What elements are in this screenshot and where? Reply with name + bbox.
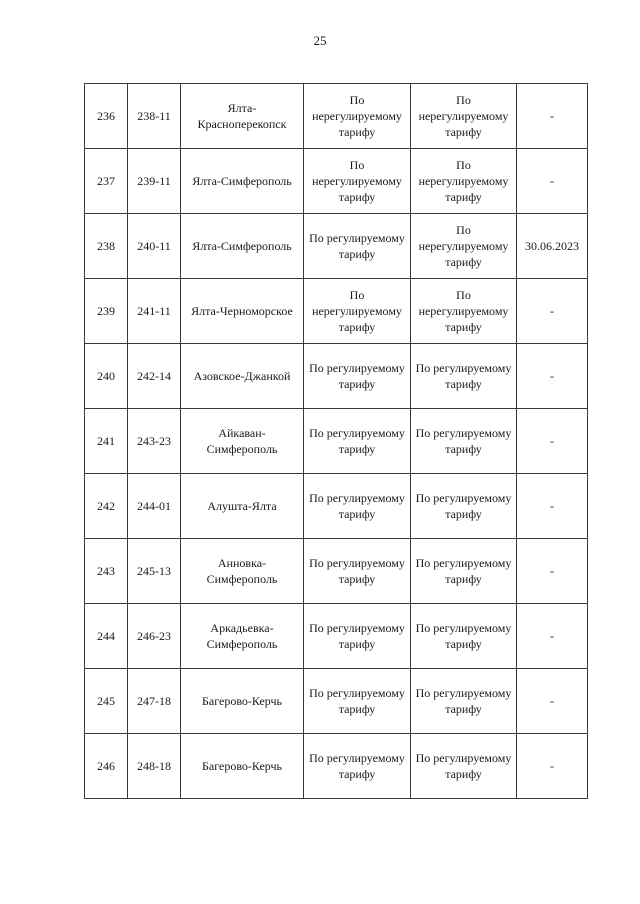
table-row xyxy=(85,214,588,279)
end-date-text: - xyxy=(550,174,554,188)
row-number-cell xyxy=(85,344,128,409)
tariff-type-cell xyxy=(304,734,411,799)
tariff-type-cell xyxy=(304,84,411,149)
end-date-text: - xyxy=(550,369,554,383)
row-number-cell xyxy=(85,84,128,149)
route-code-cell xyxy=(128,409,181,474)
row-number-text: 238 xyxy=(97,239,115,253)
tariff-type-cell xyxy=(304,604,411,669)
row-number-text: 236 xyxy=(97,109,115,123)
tariff-type-alt-text: По регулируемому тарифу xyxy=(415,491,512,521)
route-name-text: Ялта-Черноморское xyxy=(191,304,293,318)
route-name-text: Багерово-Керчь xyxy=(202,694,282,708)
tariff-type-alt-text: По нерегулируемому тарифу xyxy=(418,288,509,334)
end-date-cell xyxy=(517,84,588,149)
route-code-cell xyxy=(128,669,181,734)
tariff-type-alt-cell xyxy=(411,539,517,604)
table-row xyxy=(85,474,588,539)
tariff-type-alt-text: По регулируемому тарифу xyxy=(415,361,512,391)
tariff-type-alt-text: По регулируемому тарифу xyxy=(415,556,512,586)
route-name-cell xyxy=(181,344,304,409)
route-name-cell xyxy=(181,279,304,344)
page-number: 25 xyxy=(313,33,327,48)
end-date-text: - xyxy=(550,499,554,513)
tariff-type-alt-cell xyxy=(411,84,517,149)
tariff-type-cell xyxy=(304,539,411,604)
end-date-cell xyxy=(517,539,588,604)
row-number-cell xyxy=(85,734,128,799)
route-name-cell xyxy=(181,669,304,734)
tariff-type-cell xyxy=(304,149,411,214)
route-name-text: Алушта-Ялта xyxy=(207,499,277,513)
tariff-type-alt-text: По нерегулируемому тарифу xyxy=(418,158,509,204)
end-date-cell xyxy=(517,604,588,669)
tariff-type-alt-text: По нерегулируемому тарифу xyxy=(418,223,509,269)
row-number-text: 241 xyxy=(97,434,115,448)
route-code-text: 247-18 xyxy=(137,694,171,708)
tariff-type-text: По регулируемому тарифу xyxy=(309,686,405,716)
route-name-cell xyxy=(181,734,304,799)
row-number-text: 244 xyxy=(97,629,115,643)
route-code-text: 245-13 xyxy=(137,564,171,578)
row-number-text: 240 xyxy=(97,369,115,383)
end-date-cell xyxy=(517,734,588,799)
tariff-type-text: По регулируемому тарифу xyxy=(309,556,405,586)
tariff-type-alt-text: По регулируемому тарифу xyxy=(415,751,512,781)
row-number-cell xyxy=(85,669,128,734)
tariff-type-cell xyxy=(304,344,411,409)
route-name-text: Багерово-Керчь xyxy=(202,759,282,773)
table-row xyxy=(85,669,588,734)
tariff-type-text: По нерегулируемому тарифу xyxy=(312,158,402,204)
route-name-text: Ялта-Симферополь xyxy=(192,239,292,253)
end-date-cell xyxy=(517,474,588,539)
tariff-type-alt-text: По регулируемому тарифу xyxy=(415,621,512,651)
route-name-text: Ялта-Красноперекопск xyxy=(197,101,287,131)
tariff-type-alt-cell xyxy=(411,409,517,474)
route-code-text: 239-11 xyxy=(137,174,171,188)
row-number-cell xyxy=(85,214,128,279)
tariff-type-text: По нерегулируемому тарифу xyxy=(312,288,402,334)
row-number-cell xyxy=(85,409,128,474)
tariff-type-alt-cell xyxy=(411,604,517,669)
route-code-cell xyxy=(128,149,181,214)
table-row xyxy=(85,344,588,409)
route-code-cell xyxy=(128,344,181,409)
row-number-text: 243 xyxy=(97,564,115,578)
route-code-text: 241-11 xyxy=(137,304,171,318)
tariff-type-alt-cell xyxy=(411,149,517,214)
row-number-cell xyxy=(85,279,128,344)
end-date-text: - xyxy=(550,304,554,318)
table-row xyxy=(85,149,588,214)
route-code-text: 238-11 xyxy=(137,109,171,123)
route-code-cell xyxy=(128,84,181,149)
row-number-text: 239 xyxy=(97,304,115,318)
route-name-cell xyxy=(181,84,304,149)
end-date-cell xyxy=(517,149,588,214)
route-name-cell xyxy=(181,474,304,539)
row-number-text: 242 xyxy=(97,499,115,513)
table-row xyxy=(85,734,588,799)
end-date-cell xyxy=(517,344,588,409)
route-code-cell xyxy=(128,279,181,344)
route-code-text: 240-11 xyxy=(137,239,171,253)
route-code-text: 244-01 xyxy=(137,499,171,513)
route-name-text: Ялта-Симферополь xyxy=(192,174,292,188)
row-number-cell xyxy=(85,149,128,214)
tariff-type-alt-cell xyxy=(411,279,517,344)
tariff-type-text: По регулируемому тарифу xyxy=(309,361,405,391)
route-name-text: Аркадьевка-Симферополь xyxy=(206,621,278,651)
row-number-text: 237 xyxy=(97,174,115,188)
tariff-type-alt-cell xyxy=(411,214,517,279)
end-date-cell xyxy=(517,409,588,474)
table-row xyxy=(85,604,588,669)
route-code-text: 246-23 xyxy=(137,629,171,643)
route-code-text: 242-14 xyxy=(137,369,171,383)
route-name-cell xyxy=(181,409,304,474)
tariff-type-cell xyxy=(304,279,411,344)
tariff-type-alt-text: По регулируемому тарифу xyxy=(415,686,512,716)
route-name-text: Айкаван-Симферополь xyxy=(206,426,278,456)
tariff-type-cell xyxy=(304,409,411,474)
tariff-type-text: По регулируемому тарифу xyxy=(309,231,405,261)
tariff-type-text: По регулируемому тарифу xyxy=(309,621,405,651)
tariff-type-text: По нерегулируемому тарифу xyxy=(312,93,402,139)
end-date-cell xyxy=(517,279,588,344)
end-date-text: - xyxy=(550,564,554,578)
route-name-text: Азовское-Джанкой xyxy=(193,369,291,383)
end-date-text: 30.06.2023 xyxy=(525,239,579,253)
end-date-cell xyxy=(517,669,588,734)
tariff-type-text: По регулируемому тарифу xyxy=(309,751,405,781)
table-row xyxy=(85,539,588,604)
table-row xyxy=(85,409,588,474)
route-code-cell xyxy=(128,539,181,604)
routes-table-body xyxy=(85,84,588,799)
tariff-type-cell xyxy=(304,214,411,279)
route-code-text: 248-18 xyxy=(137,759,171,773)
tariff-type-cell xyxy=(304,474,411,539)
tariff-type-cell xyxy=(304,669,411,734)
tariff-type-alt-text: По регулируемому тарифу xyxy=(415,426,512,456)
end-date-text: - xyxy=(550,109,554,123)
routes-table xyxy=(84,83,588,799)
table-row xyxy=(85,84,588,149)
route-code-cell xyxy=(128,474,181,539)
row-number-cell xyxy=(85,474,128,539)
row-number-cell xyxy=(85,604,128,669)
row-number-text: 245 xyxy=(97,694,115,708)
tariff-type-alt-text: По нерегулируемому тарифу xyxy=(418,93,509,139)
route-code-cell xyxy=(128,604,181,669)
route-name-text: Анновка-Симферополь xyxy=(206,556,278,586)
route-code-text: 243-23 xyxy=(137,434,171,448)
end-date-text: - xyxy=(550,694,554,708)
route-code-cell xyxy=(128,734,181,799)
tariff-type-text: По регулируемому тарифу xyxy=(309,426,405,456)
end-date-text: - xyxy=(550,759,554,773)
tariff-type-alt-cell xyxy=(411,344,517,409)
tariff-type-alt-cell xyxy=(411,734,517,799)
route-name-cell xyxy=(181,604,304,669)
route-name-cell xyxy=(181,539,304,604)
end-date-cell xyxy=(517,214,588,279)
end-date-text: - xyxy=(550,629,554,643)
route-name-cell xyxy=(181,149,304,214)
route-code-cell xyxy=(128,214,181,279)
route-name-cell xyxy=(181,214,304,279)
tariff-type-text: По регулируемому тарифу xyxy=(309,491,405,521)
end-date-text: - xyxy=(550,434,554,448)
row-number-text: 246 xyxy=(97,759,115,773)
tariff-type-alt-cell xyxy=(411,474,517,539)
row-number-cell xyxy=(85,539,128,604)
tariff-type-alt-cell xyxy=(411,669,517,734)
table-row xyxy=(85,279,588,344)
